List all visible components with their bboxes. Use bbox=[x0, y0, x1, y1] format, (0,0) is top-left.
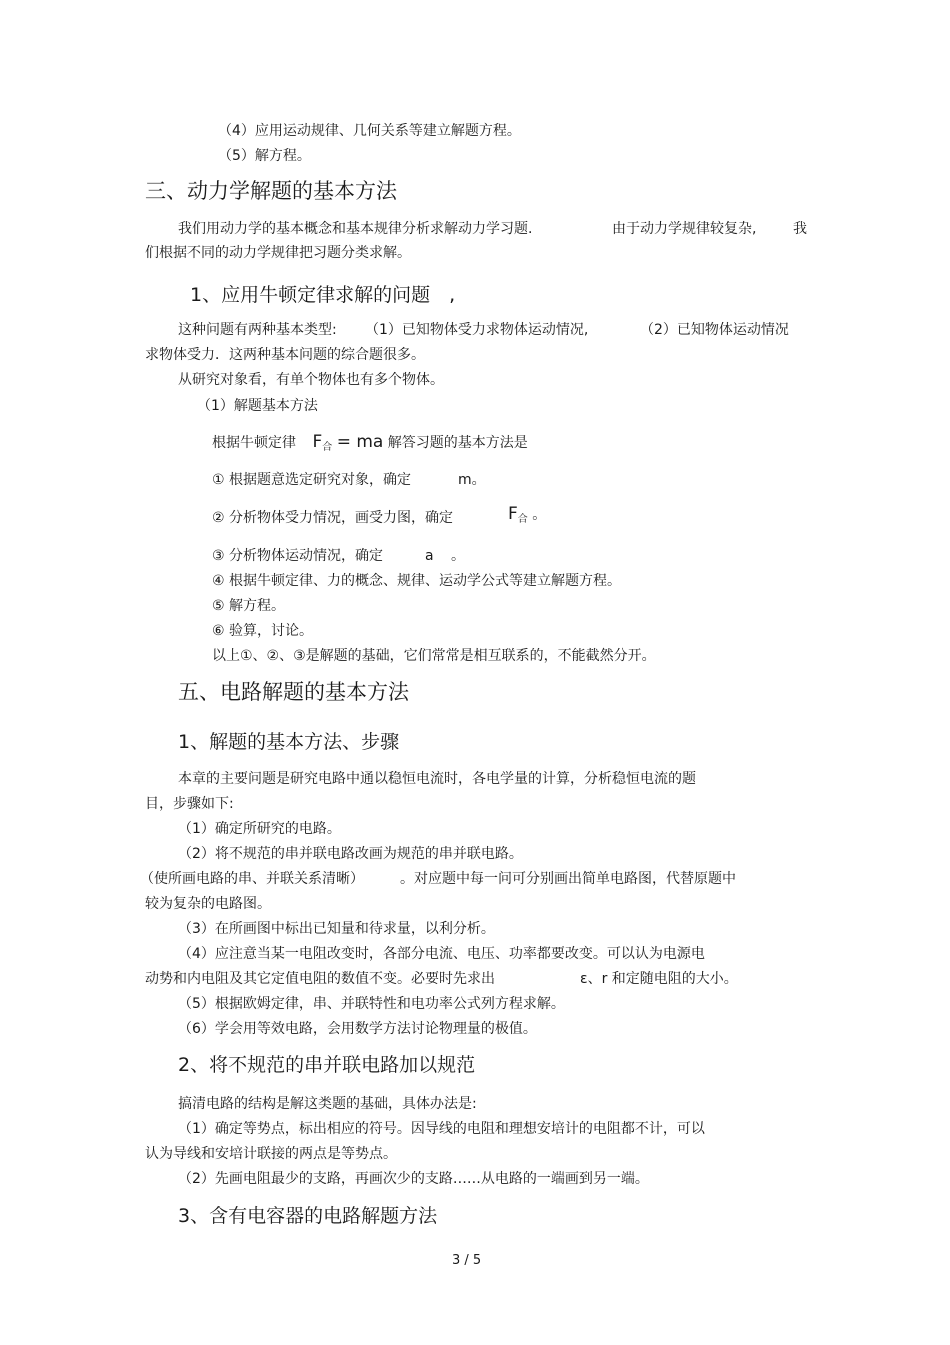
paragraph-line: （1）解题基本方法 bbox=[197, 398, 318, 414]
paragraph-line: 动势和内电阻及其它定值电阻的数值不变。必要时先求出 bbox=[145, 971, 495, 987]
paragraph-line: 。对应题中每一问可分别画出简单电路图，代替原题中 bbox=[400, 871, 736, 887]
force-subscript: 合 bbox=[517, 514, 528, 525]
subsection-heading: 1、应用牛顿定律求解的问题 , bbox=[190, 284, 456, 306]
list-item: （2）将不规范的串并联电路改画为规范的串并联电路。 bbox=[178, 846, 523, 862]
paragraph-line: 这种问题有两种基本类型: bbox=[178, 322, 337, 338]
paragraph-line: 求物体受力．这两种基本问题的综合题很多。 bbox=[145, 347, 425, 363]
paragraph-line: 较为复杂的电路图。 bbox=[145, 896, 271, 912]
list-item: （1）确定所研究的电路。 bbox=[178, 821, 341, 837]
paragraph-line: 搞清电路的结构是解这类题的基础，具体办法是: bbox=[178, 1096, 477, 1112]
force-symbol: F bbox=[508, 504, 518, 524]
paragraph-line: （2）已知物体运动情况 bbox=[640, 322, 789, 338]
section-heading: 五、电路解题的基本方法 bbox=[178, 680, 409, 704]
list-item: （2）先画电阻最少的支路，再画次少的支路……从电路的一端画到另一端。 bbox=[178, 1171, 649, 1187]
list-item: （5）根据欧姆定律，串、并联特性和电功率公式列方程求解。 bbox=[178, 996, 565, 1012]
formula-text: 根据牛顿定律 bbox=[212, 435, 296, 451]
page-number: 3 / 5 bbox=[452, 1253, 482, 1268]
formula-text: 解答习题的基本方法是 bbox=[387, 435, 528, 451]
paragraph-line: 从研究对象看，有单个物体也有多个物体。 bbox=[178, 372, 444, 388]
step-variable: a bbox=[425, 548, 434, 564]
paragraph-line: 本章的主要问题是研究电路中通以稳恒电流时，各电学量的计算，分析稳恒电流的题 bbox=[178, 771, 696, 787]
step-item: ② 分析物体受力情况，画受力图，确定 bbox=[212, 510, 453, 526]
step-punct: 。 bbox=[532, 507, 547, 523]
force-subscript: 合 bbox=[322, 442, 333, 453]
step-item: ④ 根据牛顿定律、力的概念、规律、运动学公式等建立解题方程。 bbox=[212, 573, 621, 589]
list-item: （3）在所画图中标出已知量和待求量，以利分析。 bbox=[178, 921, 495, 937]
formula-line bbox=[212, 433, 528, 457]
paragraph-line: （使所画电路的串、并联关系清晰） bbox=[140, 871, 364, 887]
paragraph-line: 以上①、②、③是解题的基础，它们常常是相互联系的，不能截然分开。 bbox=[212, 648, 656, 664]
paragraph-line: 由于动力学规律较复杂, bbox=[612, 221, 757, 237]
section-heading: 三、动力学解题的基本方法 bbox=[145, 179, 397, 203]
list-item: （1）确定等势点，标出相应的符号。因导线的电阻和理想安培计的电阻都不计，可以 bbox=[178, 1121, 705, 1137]
step-item: ③ 分析物体运动情况，确定 bbox=[212, 548, 384, 564]
step-variable bbox=[508, 505, 546, 529]
subsection-heading: 2、将不规范的串并联电路加以规范 bbox=[178, 1054, 476, 1076]
paragraph-line: 我 bbox=[793, 221, 807, 237]
paragraph-line: （1）已知物体受力求物体运动情况, bbox=[365, 322, 589, 338]
list-item: （5）解方程。 bbox=[218, 148, 311, 164]
step-item: ① 根据题意选定研究对象，确定 bbox=[212, 472, 412, 488]
paragraph-line: 我们用动力学的基本概念和基本规律分析求解动力学习题. bbox=[178, 221, 533, 237]
step-item: ⑤ 解方程。 bbox=[212, 598, 286, 614]
force-symbol: F bbox=[312, 432, 323, 452]
subsection-heading: 3、含有电容器的电路解题方法 bbox=[178, 1205, 438, 1227]
paragraph-line: 目，步骤如下: bbox=[145, 796, 234, 812]
paragraph-line: 认为导线和安培计联接的两点是等势点。 bbox=[145, 1146, 397, 1162]
equation: = ma bbox=[336, 432, 384, 452]
paragraph-line: ε、r 和定随电阻的大小。 bbox=[580, 971, 738, 987]
step-variable: m。 bbox=[458, 472, 486, 488]
list-item: （4）应注意当某一电阻改变时，各部分电流、电压、功率都要改变。可以认为电源电 bbox=[178, 946, 705, 962]
step-item: ⑥ 验算，讨论。 bbox=[212, 623, 314, 639]
list-item: （4）应用运动规律、几何关系等建立解题方程。 bbox=[218, 123, 521, 139]
paragraph-line: 们根据不同的动力学规律把习题分类求解。 bbox=[145, 245, 411, 261]
step-punct: 。 bbox=[451, 548, 465, 564]
subsection-heading: 1、解题的基本方法、步骤 bbox=[178, 731, 400, 753]
list-item: （6）学会用等效电路，会用数学方法讨论物理量的极值。 bbox=[178, 1021, 537, 1037]
